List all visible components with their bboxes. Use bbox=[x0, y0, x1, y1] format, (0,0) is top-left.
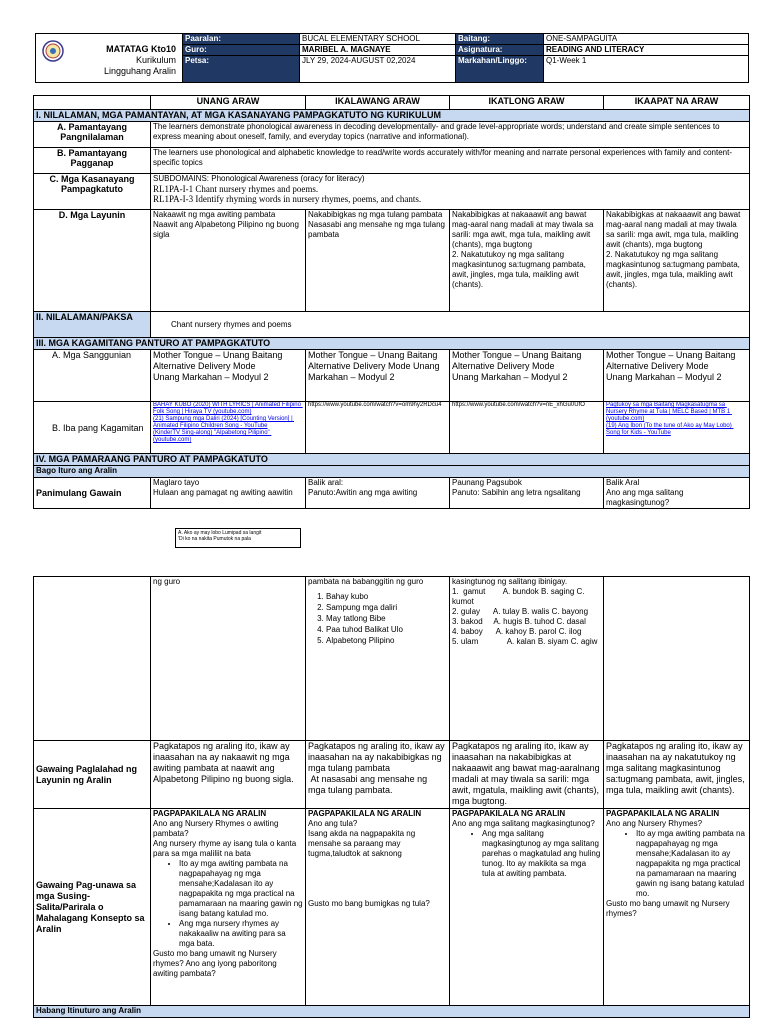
pag-unawa-day3 bbox=[450, 809, 604, 1006]
sanggunian-day4: Mother Tongue – Unang Baitang Alternative Delivery Mode Unang Markahan – Modyul 2 bbox=[604, 350, 750, 402]
day-header: UNANG ARAW bbox=[151, 96, 306, 110]
row-label-kasanayang: C. Mga Kasanayang Pampagkatuto bbox=[34, 174, 151, 210]
pagpapakilala-heading: PAGPAPAKILALA NG ARALIN bbox=[452, 809, 566, 818]
lesson-table bbox=[33, 95, 750, 509]
continued-day3 bbox=[450, 577, 604, 741]
continued-day3-text: kasingtunog ng salitang ibinigay. bbox=[452, 577, 568, 586]
paglalahad-day1: Pagkatapos ng araling ito, ikaw ay inaasahan na ay nakaawit ng mga awiting pambata at naawit ang Alpabetong Pilipino ng buong sigla. bbox=[151, 741, 306, 809]
list-item: 5. Alpabetong Pilipino bbox=[326, 635, 447, 646]
song-list bbox=[308, 591, 447, 646]
unawa-ending: Gusto mo bang bumigkas ng tula? bbox=[308, 899, 430, 908]
continued-day2-text: pambata na babanggitin ng guro bbox=[308, 577, 424, 586]
unawa-ending: Gusto mo bang umawit ng Nursery rhymes? bbox=[606, 899, 730, 918]
header-table bbox=[35, 33, 749, 83]
panimula-day1: Maglaro tayo Hulaan ang pamagat ng awiting aawitin bbox=[151, 478, 306, 509]
rhyme-item: 5. ulam A. kalan B. siyam C. agiw bbox=[452, 637, 598, 646]
sanggunian-day1: Mother Tongue – Unang Baitang Alternative Delivery Mode Unang Markahan – Modyul 2 bbox=[151, 350, 306, 402]
kasanayang-line: SUBDOMAINS: Phonological Awareness (oracy for literacy) bbox=[153, 174, 365, 183]
rhyme-item: 3. bakod A. hugis B. tuhod C. dasal bbox=[452, 617, 586, 626]
continued-day4 bbox=[604, 577, 750, 741]
layunin-day1: Nakaawit ng mga awiting pambata Naawit ang Alpabetong Pilipino ng buong sigla bbox=[151, 210, 306, 312]
row-label-layunin: D. Mga Layunin bbox=[34, 210, 151, 312]
kasanayang-line: RL1PA-I-3 Identify rhyming words in nursery rhymes, poems, and chants. bbox=[153, 194, 422, 204]
continued-label-cell bbox=[34, 577, 151, 741]
kagamitan-link-day3[interactable]: https://www.youtube.com/watch?v=nE_xhGu0UfO bbox=[450, 402, 604, 454]
value-guro: MARIBEL A. MAGNAYE bbox=[300, 45, 456, 56]
label-guro: Guro: bbox=[183, 45, 300, 56]
pamantayang-pagganap-text: The learners use phonological and alphabetic knowledge to read/write words accurately with/for meaning and narrate personal experiences with family and content-specific topics bbox=[151, 148, 750, 174]
corner-cell bbox=[34, 96, 151, 110]
continued-day2 bbox=[306, 577, 450, 741]
list-item: 4. Paa tuhod Balikat Ulo bbox=[326, 624, 447, 635]
label-petsa: Petsa: bbox=[183, 56, 300, 83]
row-label-panimulang-gawain: Panimulang Gawain bbox=[34, 478, 151, 509]
unawa-question: Ano ang Nursery Rhymes? bbox=[606, 819, 703, 828]
unawa-paragraph: Ang nursery rhyme ay isang tula o kanta para sa mga maliliit na bata bbox=[153, 839, 297, 858]
section-2-header: II. NILALAMAN/PAKSA bbox=[34, 312, 151, 338]
header-logo-cell bbox=[36, 34, 183, 83]
pamantayang-pangnilalaman-text: The learners demonstrate phonological awareness in decoding developmentally- and grade level-appropriate words; understand and create simple sentences to express meaning about oneself, family, and everyday topics (narrative and informational). bbox=[151, 122, 750, 148]
section-1-header: I. NILALAMAN, MGA PAMANTAYAN, AT MGA KASANAYANG PAMPAGKATUTO NG KURIKULUM bbox=[34, 110, 750, 122]
list-item: • Ang mga salitang magkasingtunog ay mga salitang parehas o magkatulad ang huling tunog. Ito ay makikita sa mga tula at awiting pambata. bbox=[482, 829, 601, 879]
header-title-line: Kurikulum bbox=[135, 55, 176, 65]
label-asignatura: Asignatura: bbox=[456, 45, 544, 56]
rhyme-item: 1. gamut A. bundok B. saging C. kumot bbox=[452, 587, 587, 606]
label-paaralan: Paaralan: bbox=[183, 34, 300, 45]
pag-unawa-day1 bbox=[151, 809, 306, 1006]
pagpapakilala-heading: PAGPAPAKILALA NG ARALIN bbox=[606, 809, 720, 818]
deped-seal-icon bbox=[42, 40, 64, 62]
sanggunian-day2: Mother Tongue – Unang Baitang Alternative Delivery Mode Unang Markahan – Modyul 2 bbox=[306, 350, 450, 402]
header-title-line: MATATAG Kto10 bbox=[106, 44, 176, 54]
value-petsa: JLY 29, 2024-AUGUST 02,2024 bbox=[300, 56, 456, 83]
value-asignatura: READING AND LITERACY bbox=[544, 45, 749, 56]
paglalahad-day3: Pagkatapos ng araling ito, ikaw ay inaasahan na nakabibigkas at nakaaawit ang bawat mag-aaralnang madali at may tiwala sa sarili: mga awit, mgatula, maikling awit (chants), mga bugtong. bbox=[450, 741, 604, 809]
pagpapakilala-heading: PAGPAPAKILALA NG ARALIN bbox=[153, 809, 267, 818]
row-label-pamantayang-pagganap: B. Pamantayang Pagganap bbox=[34, 148, 151, 174]
header-title-line: Lingguhang Aralin bbox=[103, 66, 176, 76]
pagpapakilala-heading: PAGPAPAKILALA NG ARALIN bbox=[308, 809, 422, 818]
list-item: • Ang mga nursery rhymes ay nakakaaliw na awiting para sa mga bata. bbox=[179, 919, 303, 949]
panimula-day3: Paunang Pagsubok Panuto: Sabihin ang letra ngsalitang bbox=[450, 478, 604, 509]
bago-ituro-header: Bago Ituro ang Aralin bbox=[34, 466, 750, 478]
unawa-paragraph: Isang akda na nagpapakita ng mensahe sa paraang may tugma,taludtok at saknong bbox=[308, 829, 416, 858]
page-2 bbox=[0, 576, 768, 1024]
paglalahad-day2: Pagkatapos ng araling ito, ikaw ay inaasahan na ay nakabibigkas ng mga tulang pambata At nasasabi ang mensahe ng mga tulang pambata. bbox=[306, 741, 450, 809]
lyric-box: A. Ako ay may lobo Lumipad sa langit 'Di ko na nakita Pumutok na pala bbox=[175, 528, 301, 548]
layunin-day3: Nakabibigkas at nakaaawit ang bawat mag-aaral nang madali at may tiwala sa sarili: mga awit, mga tula, maikling awit (chants), mga bugtong 2. Nakatutukoy ng mga salitang magkasintunog sa:tugmang pambata, awit, jingles, mga tula, maikling awit (chants). bbox=[450, 210, 604, 312]
unawa-ending: Gusto mo bang umawit ng Nursery rhymes? Ano ang iyong paboritong awiting pambata? bbox=[153, 949, 277, 978]
value-baitang: ONE-SAMPAGUITA bbox=[544, 34, 749, 45]
day-header: IKALAWANG ARAW bbox=[306, 96, 450, 110]
sanggunian-day3: Mother Tongue – Unang Baitang Alternative Delivery Mode Unang Markahan – Modyul 2 bbox=[450, 350, 604, 402]
lesson-table-continued bbox=[33, 576, 750, 1018]
row-label-sanggunian: A. Mga Sanggunian bbox=[34, 350, 151, 402]
row-label-paglalahad: Gawaing Paglalahad ng Layunin ng Aralin bbox=[34, 741, 151, 809]
list-item: 3. May tatlong Bibe bbox=[326, 613, 447, 624]
value-markahan: Q1-Week 1 bbox=[544, 56, 749, 83]
day-header: IKAAPAT NA ARAW bbox=[604, 96, 750, 110]
layunin-day4: Nakabibigkas at nakaaawit ang bawat mag-aaral nang madali at may tiwala sa sarili: mga awit, mga tula, maikling awit (chants), mga bugtong 2. Nakatutukoy ng mga salitang magkasintunog sa:tugmang pambata, awit, jingles, mga tula, maikling awit (chants). bbox=[604, 210, 750, 312]
unawa-question: Ano ang tula? bbox=[308, 819, 358, 828]
kagamitan-link-day2[interactable]: https://www.youtube.com/watch?v=om9hy2RDcu4 bbox=[306, 402, 450, 454]
list-item: • Ito ay mga awiting pambata na nagpapahayag ng mga mensahe;Kadalasan ito ay nagpapakita ng mga practical na pamamaraan na maaring gawin ng isang batang katulad mo. bbox=[179, 859, 303, 919]
value-paaralan: BUCAL ELEMENTARY SCHOOL bbox=[300, 34, 456, 45]
kagamitan-link-day4[interactable]: Pagtukoy sa mga Baitang Magkasatugma sa Nursery Rhyme at Tula | MELC Based | MTB 1 (youtube.com) (19) Ang Ibon (To the tune of Ako ay May Lobo) Song for Kids - YouTube bbox=[604, 402, 750, 454]
header-title bbox=[104, 44, 176, 77]
row-label-pag-unawa: Gawaing Pag-unawa sa mga Susing-Salita/Parirala o Mahalagang Konsepto sa Aralin bbox=[34, 809, 151, 1006]
panimula-day4: Balik Aral Ano ang mga salitang magkasingtunog? bbox=[604, 478, 750, 509]
kagamitan-link-day1[interactable]: BAHAY KUBO (2020) WITH LYRICS | Animated Filipino Folk Song | Hiraya TV (youtube.com) (21) Sampung mga Daliri (2024) [Counting Version] | Animated Filipino Children Song - YouTube (KinderTV Sing-along) "Alpabetong Pilipino" (youtube.com) bbox=[151, 402, 306, 454]
row-label-iba-pang-kagamitan: B. Iba pang Kagamitan bbox=[34, 402, 151, 454]
label-markahan: Markahan/Linggo: bbox=[456, 56, 544, 83]
section-3-header: III. MGA KAGAMITANG PANTURO AT PAMPAGKATUTO bbox=[34, 338, 750, 350]
panimula-day2: Balik aral: Panuto:Awitin ang mga awiting bbox=[306, 478, 450, 509]
pag-unawa-day2 bbox=[306, 809, 450, 1006]
unawa-bullets bbox=[606, 829, 747, 899]
unawa-bullets bbox=[452, 829, 601, 879]
rhyme-item: 2. gulay A. tulay B. walis C. bayong bbox=[452, 607, 589, 616]
rhyme-item: 4. baboy A. kahoy B. parol C. ilog bbox=[452, 627, 582, 636]
kasanayang-text bbox=[151, 174, 750, 210]
continued-day1: ng guro bbox=[151, 577, 306, 741]
unawa-question: Ano ang Nursery Rhymes o awiting pambata? bbox=[153, 819, 279, 838]
list-item: • Ito ay mga awiting pambata na nagpapahayag ng mga mensahe;Kadalasan ito ay nagpapakita ng mga practical na pamamaraan na maaring gawin ng isang batang katulad mo. bbox=[636, 829, 747, 899]
nilalaman-text: Chant nursery rhymes and poems bbox=[151, 312, 750, 338]
habang-itinuturo-header: Habang Itinuturo ang Aralin bbox=[34, 1006, 750, 1018]
pag-unawa-day4 bbox=[604, 809, 750, 1006]
row-label-pamantayang-pangnilalaman: A. Pamantayang Pangnilalaman bbox=[34, 122, 151, 148]
unawa-question: Ano ang mga salitang magkasingtunog? bbox=[452, 819, 595, 828]
list-item: 2. Sampung mga daliri bbox=[326, 602, 447, 613]
label-baitang: Baitang: bbox=[456, 34, 544, 45]
layunin-day2: Nakabibigkas ng mga tulang pambata Nasasabi ang mensahe ng mga tulang pambata bbox=[306, 210, 450, 312]
day-header: IKATLONG ARAW bbox=[450, 96, 604, 110]
list-item: 1. Bahay kubo bbox=[326, 591, 447, 602]
unawa-bullets bbox=[153, 859, 303, 949]
paglalahad-day4: Pagkatapos ng araling ito, ikaw ay inaasahan na ay nakatutukoy ng mga salitang magkasintunog sa:tugmang pambata, awit, jingles, mga tula, maikling awit (chants). bbox=[604, 741, 750, 809]
section-4-header: IV. MGA PAMARAANG PANTURO AT PAMPAGKATUTO bbox=[34, 454, 750, 466]
kasanayang-line: RL1PA-I-1 Chant nursery rhymes and poems. bbox=[153, 184, 319, 194]
